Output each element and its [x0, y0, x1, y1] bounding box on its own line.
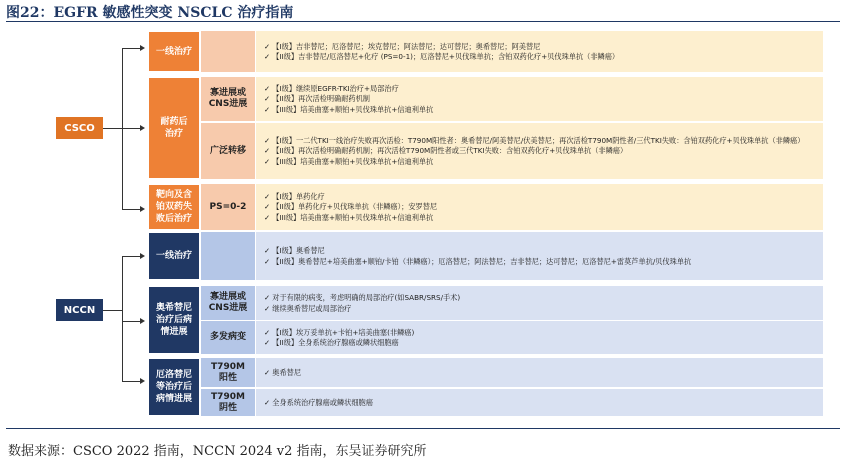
csco-ps-box	[201, 184, 255, 230]
list-item: ✓ 【I级】继续原EGFR-TKI治疗+局部治疗	[264, 83, 399, 93]
nccn-t790m-neg-label: T790M阴性	[211, 391, 245, 413]
csco-wide-metastasis-box	[201, 123, 255, 179]
nccn-slow-progress-box	[201, 286, 255, 320]
csco-wide-metastasis-content	[256, 123, 823, 179]
nccn-first-line-content	[256, 232, 823, 280]
list-item: ✓ 【I级】奥希替尼	[264, 246, 325, 255]
csco-post-chemo-box	[148, 184, 200, 230]
csco-label: CSCO	[64, 122, 95, 134]
nccn-root-box	[56, 299, 103, 321]
csco-resistance-box	[148, 77, 200, 179]
list-item: ✓ 奥希替尼	[264, 367, 302, 377]
nccn-label: NCCN	[63, 304, 96, 316]
list-item: ✓ 【II级】吉非替尼/厄洛替尼+化疗 (PS=0-1)；厄洛替尼+贝伐珠单抗；含铂双药化疗+贝伐珠单抗（非鳞癌）	[264, 52, 620, 61]
nccn-multi-lesion-content	[256, 321, 823, 354]
csco-first-line-label: 一线治疗	[155, 46, 192, 57]
list-item: ✓ 【III级】培美曲塞+顺铂+贝伐珠单抗+信迪利单抗	[264, 212, 434, 222]
csco-ps-content	[256, 184, 823, 230]
list-item: ✓ 【I级】埃万妥单抗+卡铂+培美曲塞(非鳞癌)	[264, 327, 415, 337]
list-item: ✓ 对于有限的病变，考虑明确的局部治疗(如SABR/SRS/手术)	[264, 293, 461, 302]
csco-slow-progress-box	[201, 77, 255, 121]
nccn-t790m-neg-box	[201, 389, 255, 416]
list-item: ✓ 【II级】奥希替尼+培美曲塞+顺铂/卡铂（非鳞癌）；厄洛替尼；阿法替尼；吉非替尼；达可替尼；厄洛替尼+雷莫芦单抗/贝伐珠单抗	[264, 256, 692, 266]
nccn-first-line-label: 一线治疗	[155, 251, 192, 261]
list-item: ✓ 全身系统治疗腺癌或鳞状细胞癌	[264, 397, 373, 407]
nccn-osimertinib-label: 奥希替尼治疗后病情进展	[155, 303, 192, 337]
nccn-t790m-neg-content	[256, 389, 823, 416]
source-note: 数据来源：CSCO 2022 指南，NCCN 2024 v2 指南，东吴证券研究所	[8, 444, 427, 459]
csco-first-line-content	[256, 31, 823, 72]
list-item: ✓ 【II级】全身系统治疗腺癌或鳞状细胞癌	[264, 338, 399, 347]
nccn-erlotinib-box	[148, 358, 200, 416]
nccn-t790m-pos-box	[201, 358, 255, 387]
source-divider	[6, 428, 840, 429]
list-item: ✓ 【I级】一二代TKI一线治疗失败再次活检：T790M阳性者：奥希替尼/阿美替尼/伏美替尼；再次活检T790M阴性者/三代TKI失败：含铂双药化疗+贝伐珠单抗（非鳞癌）	[264, 135, 805, 145]
nccn-slow-progress-label: 寡进展或CNS进展	[208, 292, 248, 313]
nccn-osimertinib-box	[148, 286, 200, 354]
csco-first-line-blank	[201, 31, 255, 72]
list-item: ✓ 【I级】吉非替尼；厄洛替尼；埃克替尼；阿法替尼；达可替尼；奥希替尼；阿美替尼	[264, 41, 541, 51]
nccn-multi-lesion-box	[201, 321, 255, 354]
list-item: ✓ 【III级】培美曲塞+顺铂+贝伐珠单抗+信迪利单抗	[264, 156, 434, 166]
nccn-multi-lesion-label: 多发病变	[209, 332, 246, 342]
csco-ps-label: PS=0-2	[209, 201, 247, 212]
nccn-first-line-blank	[201, 232, 255, 280]
nccn-t790m-pos-label: T790M阳性	[211, 361, 245, 383]
list-item: ✓ 【II级】再次活检明确耐药机制；再次活检T790M阴性者或三代TKI失败：含铂双药化疗+贝伐珠单抗（非鳞癌）	[264, 146, 628, 156]
csco-first-line-box	[148, 31, 200, 72]
nccn-erlotinib-label: 厄洛替尼等治疗后病情进展	[155, 370, 192, 404]
list-item: ✓ 继续奥希替尼或局部治疗	[264, 303, 352, 313]
list-item: ✓ 【I级】单药化疗	[264, 191, 325, 201]
nccn-t790m-pos-content	[256, 358, 823, 387]
csco-slow-progress-label: 寡进展或CNS进展	[208, 88, 248, 109]
csco-post-chemo-label: 靶向及含铂双药失败后治疗	[155, 190, 192, 224]
nccn-first-line-box	[148, 232, 200, 280]
csco-resistance-label: 耐药后治疗	[160, 117, 188, 139]
csco-slow-progress-content	[256, 77, 823, 121]
list-item: ✓ 【II级】再次活检明确耐药机制	[264, 94, 370, 104]
csco-wide-metastasis-label: 广泛转移	[209, 145, 246, 156]
list-item: ✓ 【III级】培美曲塞+顺铂+贝伐珠单抗+信迪利单抗	[264, 104, 434, 114]
figure-title: 图22：EGFR 敏感性突变 NSCLC 治疗指南	[6, 5, 294, 21]
csco-root-box	[56, 117, 103, 139]
nccn-slow-progress-content	[256, 286, 823, 320]
list-item: ✓ 【II级】单药化疗+贝伐珠单抗（非鳞癌）；安罗替尼	[264, 202, 438, 212]
